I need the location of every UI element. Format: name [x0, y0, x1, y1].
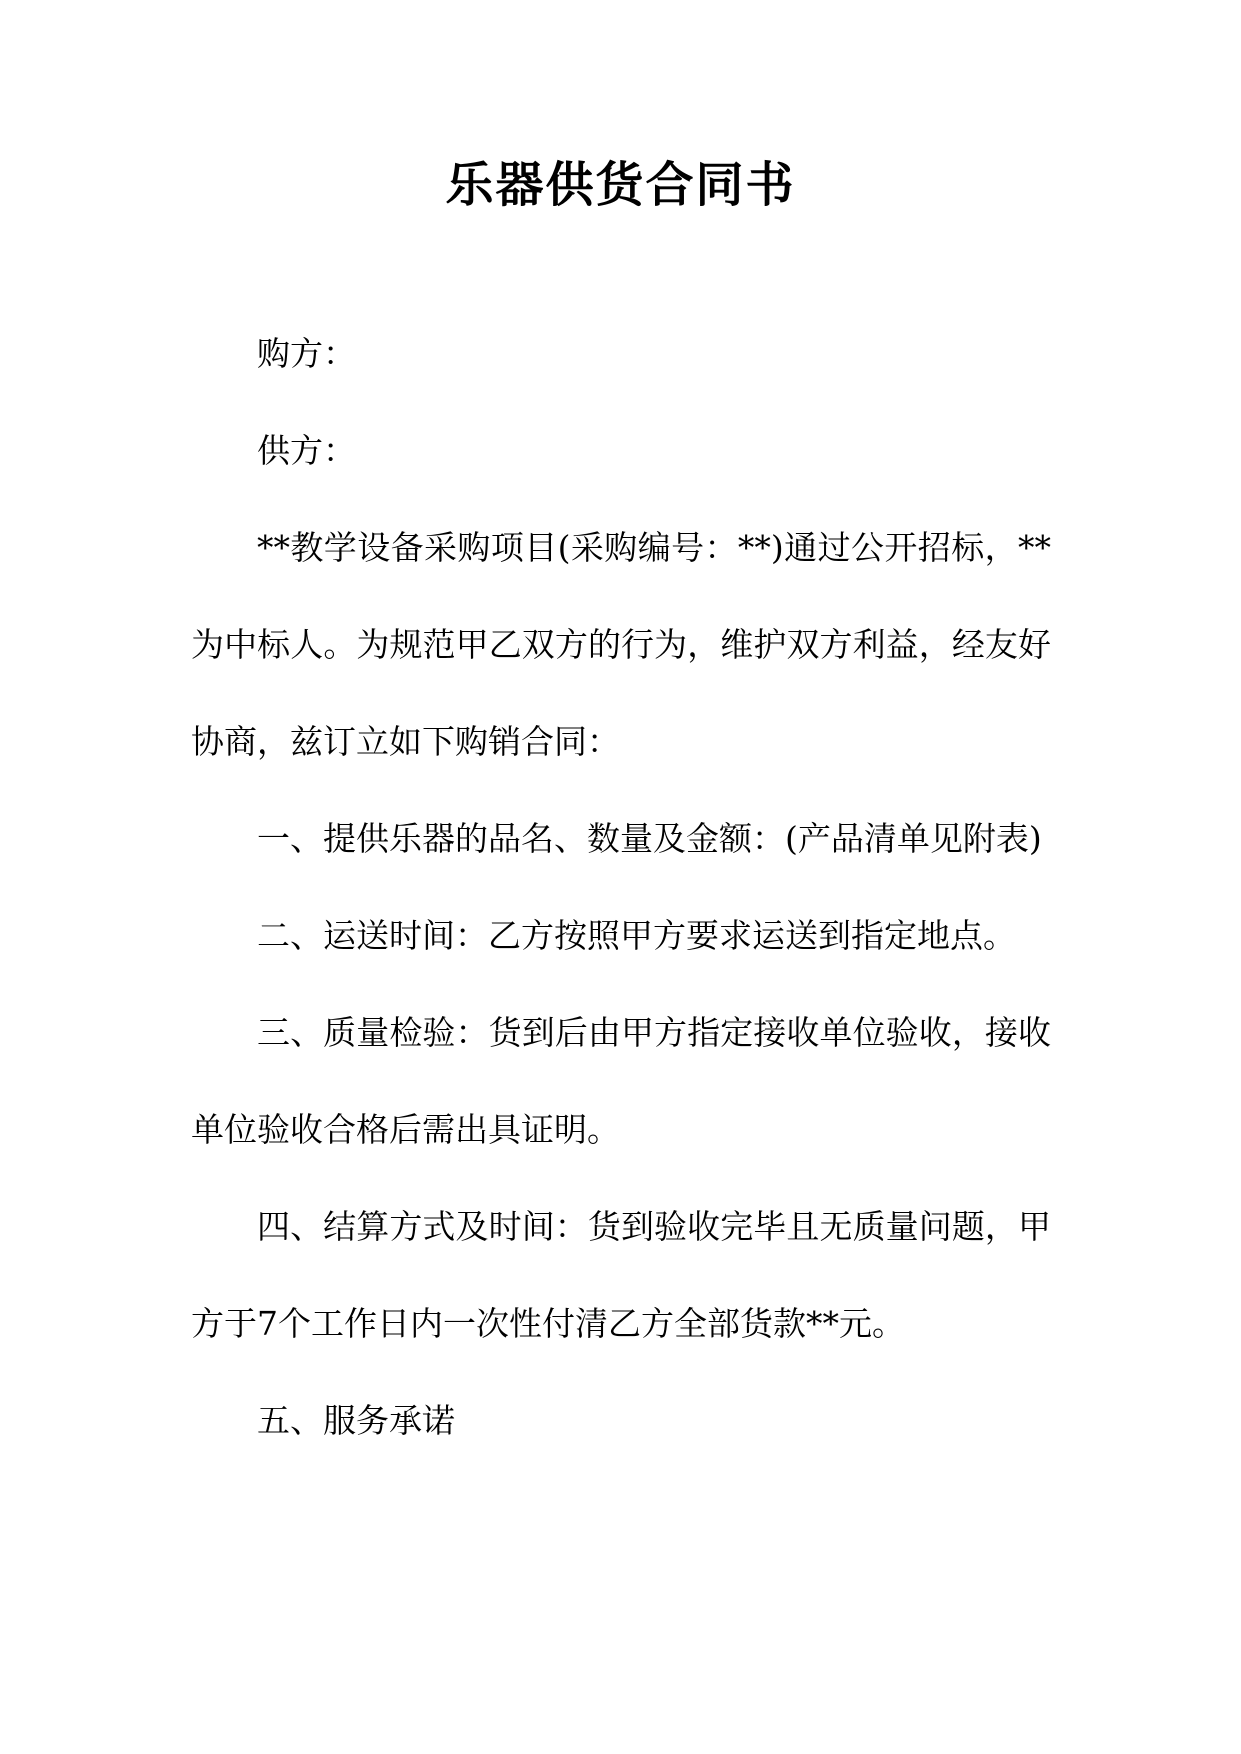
clause-1: 一、提供乐器的品名、数量及金额：(产品清单见附表) [257, 819, 1042, 858]
clause-2: 二、运送时间：乙方按照甲方要求运送到指定地点。 [257, 916, 1016, 955]
document-title: 乐器供货合同书 [445, 157, 796, 213]
document-body [191, 305, 1051, 1469]
clause-5: 五、服务承诺 [257, 1401, 455, 1440]
buyer-line: 购方： [257, 334, 356, 373]
clause-4: 四、结算方式及时间：货到验收完毕且无质量问题，甲方于7个工作日内一次性付清乙方全部货款**元。 [191, 1207, 1051, 1343]
clause-3: 三、质量检验：货到后由甲方指定接收单位验收，接收单位验收合格后需出具证明。 [191, 1013, 1051, 1149]
supplier-line: 供方： [257, 431, 356, 470]
intro-paragraph: **教学设备采购项目(采购编号：**)通过公开招标，**为中标人。为规范甲乙双方的行为，维护双方利益，经友好协商，兹订立如下购销合同： [191, 528, 1051, 761]
